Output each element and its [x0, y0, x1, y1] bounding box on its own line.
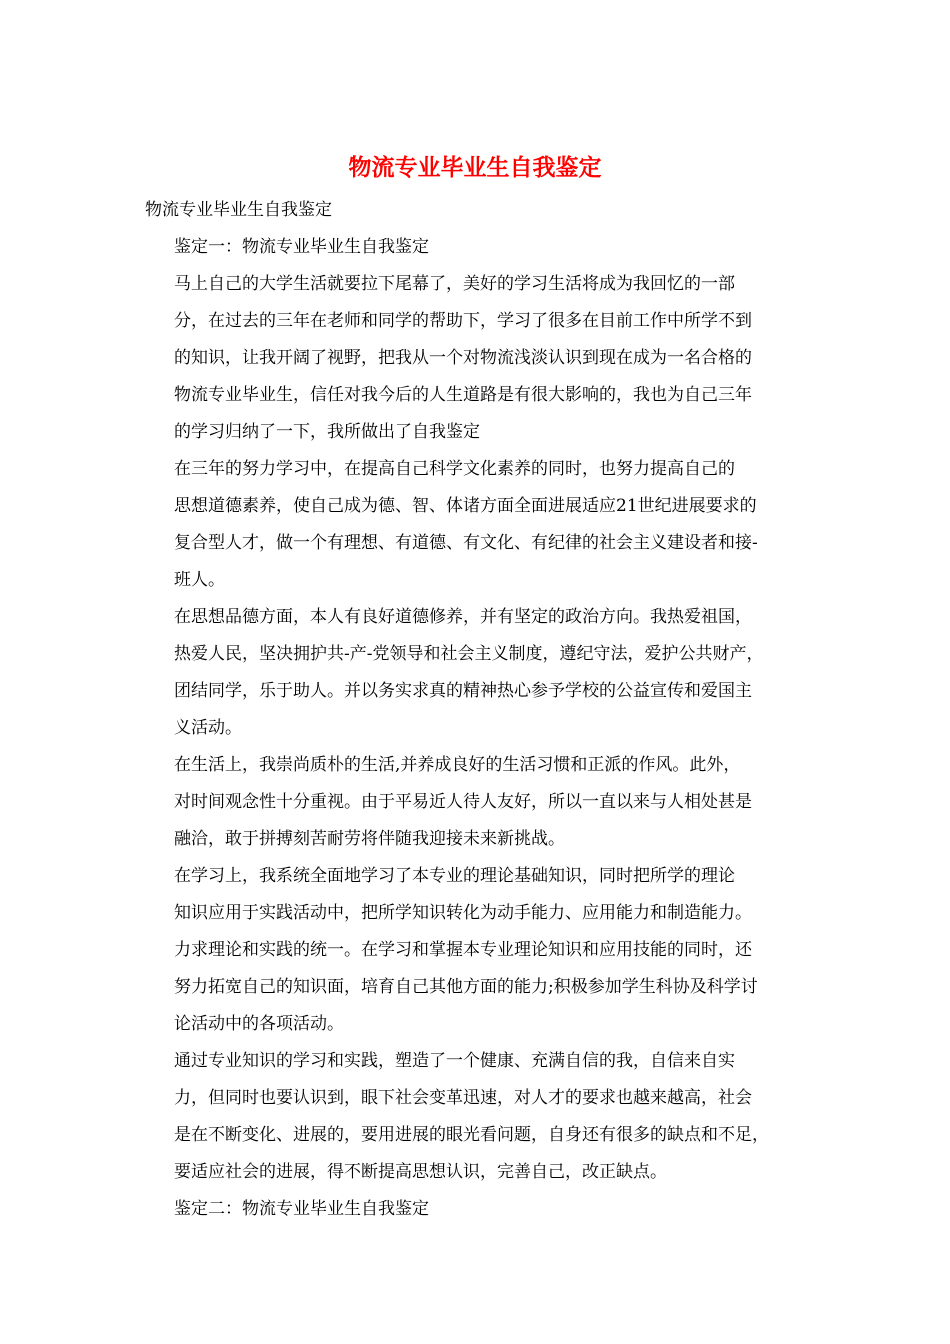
paragraph-line: 在学习上，我系统全面地学习了本专业的理论基础知识，同时把所学的理论 [174, 866, 735, 886]
document-body [145, 192, 810, 1228]
paragraph-1 [145, 266, 810, 451]
paragraph-line: 思想道德素养，使自己成为德、智、体诸方面全面进展适应21世纪进展要求的 [174, 496, 757, 516]
paragraph-line: 的知识，让我开阔了视野，把我从一个对物流浅淡认识到现在成为一名合格的 [174, 348, 752, 368]
paragraph-line: 力求理论和实践的统一。在学习和掌握本专业理论知识和应用技能的同时，还 [174, 940, 752, 960]
paragraph-line: 融洽，敢于拼搏刻苦耐劳将伴随我迎接未来新挑战。 [174, 829, 565, 849]
paragraph-line: 团结同学，乐于助人。并以务实求真的精神热心参予学校的公益宣传和爱国主 [174, 681, 752, 701]
paragraph-line: 鉴定二：物流专业毕业生自我鉴定 [174, 1199, 429, 1219]
paragraph-7 [145, 1191, 810, 1228]
paragraph-4 [145, 747, 810, 858]
paragraph-line: 物流专业毕业生，信任对我今后的人生道路是有很大影响的，我也为自己三年 [174, 385, 752, 405]
paragraph-line: 对时间观念性十分重视。由于平易近人待人友好，所以一直以来与人相处甚是 [174, 792, 752, 812]
document-title: 物流专业毕业生自我鉴定 [348, 154, 602, 181]
paragraph-line: 要适应社会的进展，得不断提高思想认识，完善自己，改正缺点。 [174, 1162, 667, 1182]
paragraph-line: 在生活上，我崇尚质朴的生活,并养成良好的生活习惯和正派的作风。此外， [174, 755, 741, 775]
paragraph-line: 复合型人才，做一个有理想、有道德、有文化、有纪律的社会主义建设者和接- [174, 533, 758, 553]
paragraph-line: 热爱人民，坚决拥护共-产-党领导和社会主义制度，遵纪守法，爱护公共财产， [174, 644, 764, 664]
paragraph-line: 马上自己的大学生活就要拉下尾幕了，美好的学习生活将成为我回忆的一部 [174, 274, 735, 294]
paragraph-5 [145, 858, 810, 1043]
paragraph-2 [145, 451, 810, 599]
paragraph-line: 论活动中的各项活动。 [174, 1014, 344, 1034]
paragraph-line: 义活动。 [174, 718, 242, 738]
paragraph-line: 在三年的努力学习中，在提高自己科学文化素养的同时，也努力提高自己的 [174, 459, 735, 479]
paragraph-line: 力，但同时也要认识到，眼下社会变革迅速，对人才的要求也越来越高，社会 [174, 1088, 752, 1108]
paragraph-line: 分，在过去的三年在老师和同学的帮助下，学习了很多在目前工作中所学不到 [174, 311, 752, 331]
paragraph-3 [145, 599, 810, 747]
paragraph-0 [145, 229, 810, 266]
paragraph-line: 是在不断变化、进展的，要用进展的眼光看问题，自身还有很多的缺点和不足， [174, 1125, 769, 1145]
paragraph-line: 努力拓宽自己的知识面，培育自己其他方面的能力;积极参加学生科协及科学讨 [174, 977, 758, 997]
paragraph-line: 鉴定一：物流专业毕业生自我鉴定 [174, 237, 429, 257]
paragraph-line: 知识应用于实践活动中，把所学知识转化为动手能力、应用能力和制造能力。 [174, 903, 752, 923]
paragraph-line: 通过专业知识的学习和实践，塑造了一个健康、充满自信的我，自信来自实 [174, 1051, 735, 1071]
paragraph-line: 在思想品德方面，本人有良好道德修养，并有坚定的政治方向。我热爱祖国， [174, 607, 752, 627]
document-subtitle: 物流专业毕业生自我鉴定 [145, 200, 332, 220]
paragraph-line: 的学习归纳了一下，我所做出了自我鉴定 [174, 422, 480, 442]
paragraph-line: 班人。 [174, 570, 225, 590]
paragraph-6 [145, 1043, 810, 1191]
